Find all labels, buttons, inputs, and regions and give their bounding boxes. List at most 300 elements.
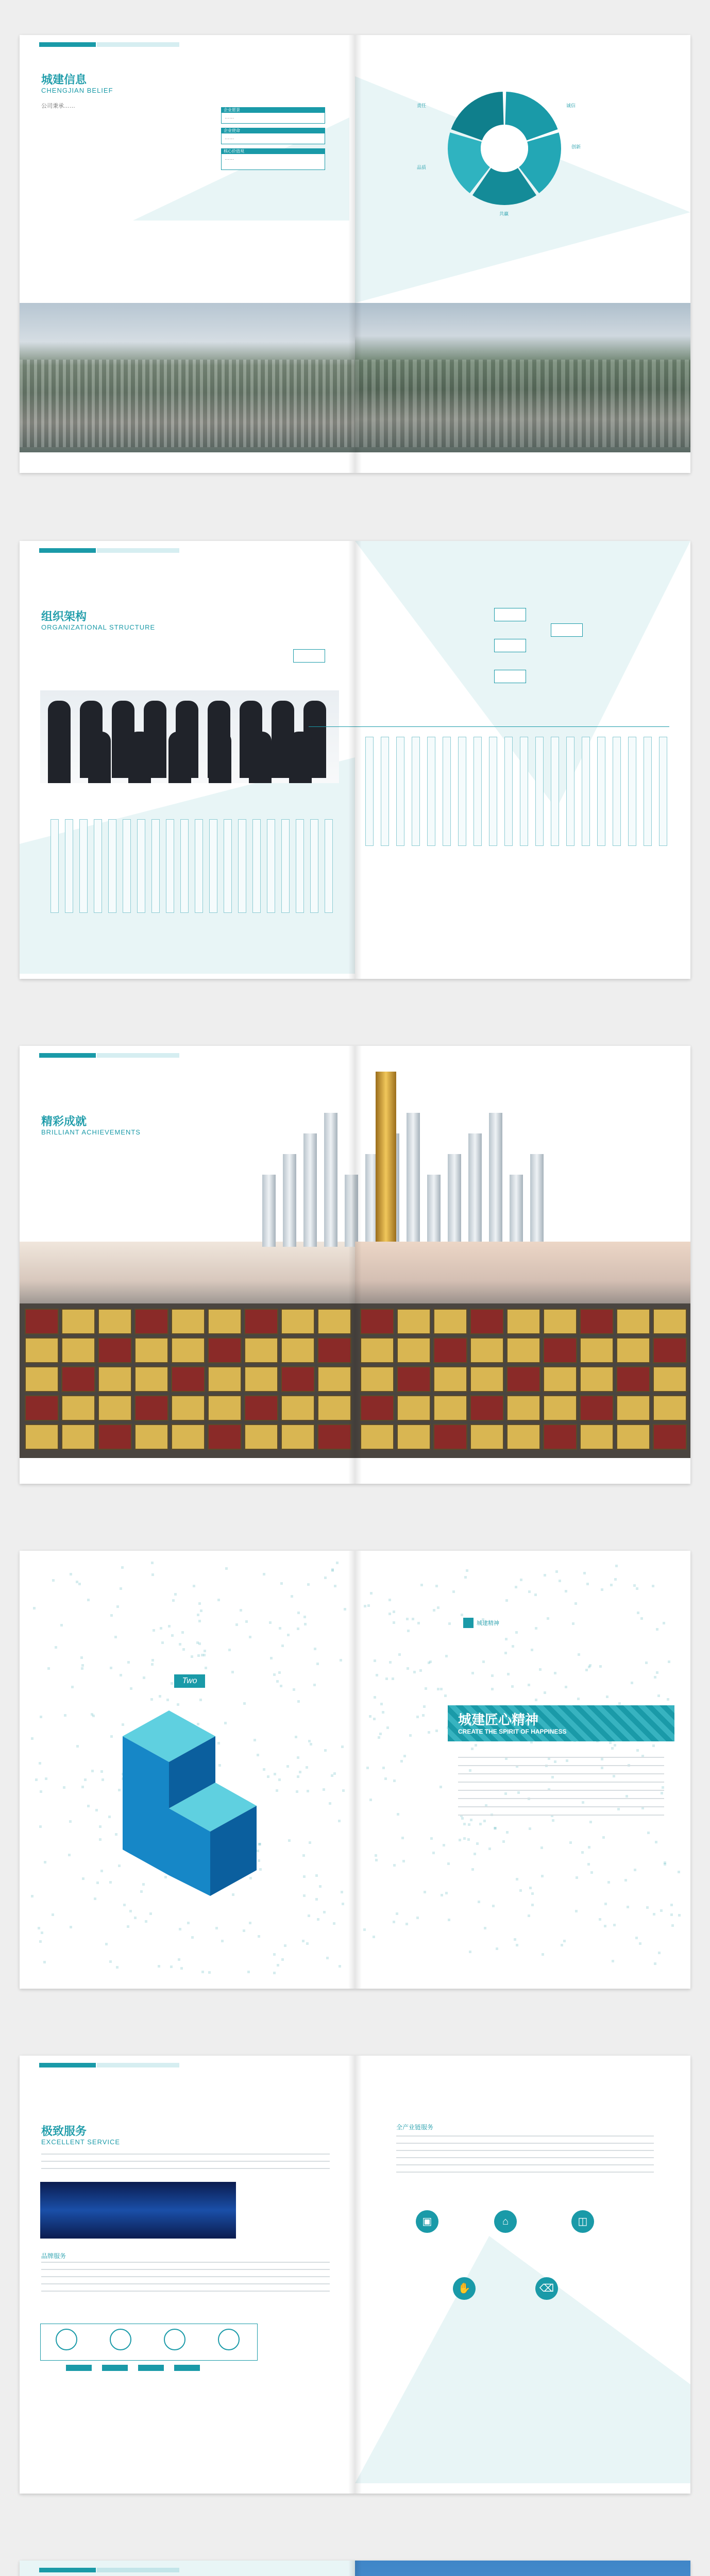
map-dot: [639, 1942, 641, 1945]
map-dot: [607, 1881, 610, 1884]
map-dot: [588, 1666, 590, 1668]
award-plaque: [317, 1337, 351, 1363]
award-plaque: [653, 1424, 687, 1450]
page-right: [355, 2561, 690, 2576]
award-plaque: [281, 1337, 315, 1363]
award-plaque: [208, 1424, 242, 1450]
map-dot: [240, 1609, 242, 1612]
org-department: [180, 819, 189, 913]
award-plaque: [61, 1424, 95, 1450]
award-plaque: [580, 1395, 614, 1421]
city-panorama-left: [20, 303, 355, 452]
map-dot: [634, 1869, 636, 1871]
map-dot: [82, 1877, 84, 1880]
map-dot: [385, 1677, 388, 1680]
map-dot: [297, 1756, 299, 1759]
map-dot: [466, 1569, 468, 1572]
map-dot: [528, 1684, 530, 1686]
map-dot: [645, 1662, 648, 1664]
org-department: [310, 819, 318, 913]
team-member: [209, 732, 231, 783]
map-dot: [515, 1631, 518, 1634]
step-icon: [218, 2329, 240, 2350]
map-dot: [506, 1831, 509, 1834]
map-dot: [468, 1823, 470, 1826]
map-dot: [366, 1767, 369, 1769]
map-dot: [247, 1971, 250, 1973]
award-plaque: [397, 1366, 431, 1392]
award-plaque: [580, 1366, 614, 1392]
award-plaque: [317, 1395, 351, 1421]
map-dot: [341, 1745, 344, 1748]
trophies-photo: [252, 1066, 561, 1252]
map-dot: [474, 1853, 476, 1855]
map-dot: [258, 1935, 260, 1938]
award-plaque: [171, 1395, 205, 1421]
map-dot: [81, 1667, 83, 1670]
map-dot: [610, 1584, 613, 1586]
award-plaque: [433, 1309, 467, 1334]
card-header: 企业使命: [222, 128, 325, 133]
org-department: [281, 819, 290, 913]
award-plaque: [317, 1309, 351, 1334]
map-dot: [624, 1879, 627, 1882]
page-right: [224, 35, 690, 473]
map-dot: [452, 1590, 455, 1593]
award-plaque: [506, 1395, 540, 1421]
award-plaque: [25, 1337, 59, 1363]
map-dot: [179, 1928, 181, 1930]
map-dot: [461, 1614, 463, 1616]
map-dot: [476, 1842, 479, 1845]
map-dot: [544, 1691, 546, 1694]
page-title-en: EXCELLENT SERVICE: [41, 2138, 121, 2146]
org-department: [252, 819, 261, 913]
org-node-mid: [494, 639, 526, 652]
map-dot: [507, 1673, 510, 1675]
award-plaque: [134, 1424, 168, 1450]
award-plaque: [397, 1337, 431, 1363]
map-dot: [464, 1576, 467, 1579]
map-dot: [606, 1696, 608, 1698]
map-dot: [76, 1581, 78, 1583]
map-dot: [578, 1653, 580, 1656]
award-plaque: [281, 1424, 315, 1450]
map-dot: [482, 1660, 485, 1663]
map-dot: [388, 1613, 391, 1615]
map-dot: [296, 1790, 298, 1793]
map-dot: [471, 1748, 474, 1750]
org-department: [296, 819, 304, 913]
map-dot: [589, 1821, 592, 1823]
map-dot: [370, 1592, 373, 1595]
map-dot: [615, 1565, 618, 1567]
map-dot: [205, 1667, 207, 1669]
badge-two: Two: [174, 1674, 205, 1688]
map-dot: [336, 1562, 339, 1564]
award-plaque: [580, 1337, 614, 1363]
map-dot: [479, 1823, 482, 1825]
map-dot: [198, 1620, 201, 1622]
map-dot: [552, 1819, 554, 1822]
map-dot: [64, 1714, 66, 1717]
org-department: [443, 737, 451, 846]
map-dot: [376, 1674, 378, 1676]
map-dot: [297, 1628, 299, 1630]
service-text: [41, 2154, 330, 2174]
award-plaque: [360, 1395, 394, 1421]
map-dot: [116, 1605, 119, 1608]
trophy: [303, 1133, 317, 1247]
map-dot: [245, 1620, 248, 1623]
map-dot: [393, 1864, 396, 1867]
gold-trophy: [376, 1072, 396, 1247]
map-dot: [287, 1634, 290, 1636]
award-plaque: [653, 1337, 687, 1363]
map-dot: [601, 1588, 603, 1591]
map-dot: [249, 1636, 251, 1638]
map-dot: [535, 1699, 537, 1701]
map-dot: [288, 1839, 291, 1842]
map-dot: [445, 1655, 448, 1657]
map-dot: [110, 1667, 112, 1669]
org-node-left: [293, 649, 325, 663]
map-dot: [531, 1904, 534, 1906]
map-dot: [448, 1919, 450, 1921]
map-dot: [400, 1760, 403, 1762]
map-dot: [273, 1673, 276, 1676]
map-dot: [149, 1912, 152, 1915]
map-dot: [529, 1887, 532, 1889]
award-plaque: [98, 1309, 132, 1334]
award-plaque: [171, 1337, 205, 1363]
map-dot: [423, 1705, 426, 1708]
map-dot: [488, 1848, 491, 1850]
org-department: [238, 819, 246, 913]
map-dot: [52, 1579, 55, 1582]
trophy: [427, 1175, 441, 1247]
spread-service: [20, 2056, 690, 2494]
map-dot: [667, 1698, 669, 1701]
map-dot: [375, 1854, 377, 1857]
org-department: [396, 737, 404, 846]
map-dot: [575, 1910, 578, 1912]
map-dot: [389, 1661, 392, 1664]
map-dot: [534, 1594, 537, 1596]
map-dot: [609, 1741, 612, 1744]
map-dot: [406, 1618, 409, 1620]
map-dot: [191, 1936, 194, 1939]
award-plaque: [98, 1366, 132, 1392]
map-dot: [120, 1587, 122, 1590]
header-tab: [39, 42, 96, 47]
map-dot: [84, 1778, 87, 1781]
map-dot: [602, 1836, 605, 1839]
map-dot: [324, 1577, 327, 1579]
map-dot: [612, 1960, 614, 1962]
team-member: [88, 732, 111, 783]
map-dot: [572, 1622, 574, 1625]
org-department: [325, 819, 333, 913]
map-dot: [55, 1646, 57, 1649]
map-dot: [396, 1912, 398, 1915]
map-dot: [43, 1961, 46, 1963]
award-plaque: [543, 1337, 577, 1363]
map-dot: [308, 1914, 310, 1917]
map-dot: [38, 1927, 40, 1929]
map-dot: [654, 1676, 656, 1679]
map-dot: [559, 1580, 561, 1582]
award-plaque: [506, 1366, 540, 1392]
card-text: ……: [225, 135, 234, 140]
sub-heading: 品牌服务: [41, 2252, 66, 2260]
map-dot: [378, 1736, 380, 1739]
map-dot: [179, 1643, 181, 1646]
map-dot: [323, 1911, 326, 1913]
map-dot: [402, 1860, 405, 1862]
map-dot: [39, 1940, 42, 1943]
page-title-en: ORGANIZATIONAL STRUCTURE: [41, 623, 156, 631]
map-dot: [652, 1744, 655, 1747]
map-dot: [197, 1614, 199, 1616]
org-department: [79, 819, 88, 913]
header-tab: [39, 1053, 96, 1058]
org-department: [65, 819, 73, 913]
map-dot: [576, 1876, 578, 1879]
award-plaque: [171, 1366, 205, 1392]
map-dot: [297, 1612, 300, 1614]
map-dot: [273, 1972, 276, 1974]
award-plaque: [506, 1424, 540, 1450]
map-dot: [393, 1780, 396, 1782]
map-dot: [678, 1914, 681, 1917]
map-dot: [663, 1622, 665, 1624]
header-tab-light: [97, 2063, 179, 2067]
belief-card-1: [221, 107, 325, 124]
map-dot: [555, 1570, 558, 1573]
step-tag: [66, 2365, 92, 2371]
award-plaque: [98, 1424, 132, 1450]
map-dot: [33, 1607, 36, 1609]
house-icon: ⌂: [494, 2210, 517, 2233]
award-plaque: [543, 1395, 577, 1421]
map-dot: [299, 1771, 301, 1773]
map-dot: [31, 1895, 33, 1897]
org-department: [137, 819, 145, 913]
org-department: [566, 737, 574, 846]
map-dot: [437, 1688, 439, 1690]
map-dot: [647, 1832, 650, 1834]
org-connector: [309, 726, 669, 727]
map-dot: [443, 1844, 445, 1846]
card-header: 企业愿景: [222, 108, 325, 113]
map-dot: [652, 1585, 654, 1587]
map-dot: [459, 1839, 461, 1841]
map-dot: [478, 1901, 480, 1903]
map-dot: [35, 1778, 38, 1781]
header-tab: [39, 2063, 96, 2067]
wheel-label-2: 共赢: [499, 211, 509, 216]
map-dot: [60, 1624, 63, 1626]
header-tab: [39, 548, 96, 553]
map-dot: [171, 1634, 174, 1637]
map-dot: [541, 1875, 544, 1877]
map-dot: [143, 1676, 145, 1679]
map-dot: [505, 1638, 508, 1640]
map-dot: [31, 1737, 33, 1740]
map-dot: [324, 1749, 327, 1752]
map-dot: [342, 1789, 345, 1792]
map-dot: [134, 1917, 137, 1919]
org-department: [365, 737, 374, 846]
award-plaque: [360, 1366, 394, 1392]
map-dot: [81, 1664, 84, 1667]
map-dot: [514, 1938, 516, 1941]
map-dot: [433, 1609, 435, 1612]
award-plaque: [25, 1395, 59, 1421]
org-department: [267, 819, 275, 913]
map-dot: [172, 1599, 175, 1602]
map-dot: [393, 1621, 395, 1624]
award-plaque: [134, 1309, 168, 1334]
map-dot: [145, 1920, 147, 1923]
map-dot: [309, 1841, 311, 1844]
map-dot: [547, 1617, 549, 1620]
page-title: 极致服务: [41, 2125, 87, 2138]
map-dot: [369, 1715, 371, 1718]
org-department: [151, 819, 160, 913]
card-text: ……: [225, 156, 234, 161]
map-dot: [105, 1943, 108, 1945]
award-plaque: [580, 1309, 614, 1334]
header-logo: [463, 1618, 474, 1628]
map-dot: [445, 1892, 448, 1894]
map-dot: [388, 1599, 391, 1601]
map-dot: [375, 1859, 378, 1861]
map-dot: [604, 1903, 607, 1905]
award-plaque: [653, 1395, 687, 1421]
service-hall-photo: [40, 2182, 236, 2239]
org-department: [551, 737, 559, 846]
map-dot: [114, 1636, 117, 1638]
city-panorama-right: [355, 303, 690, 452]
award-plaque: [470, 1424, 504, 1450]
map-dot: [120, 1674, 122, 1676]
map-dot: [636, 1587, 638, 1590]
map-dot: [413, 1671, 416, 1673]
page-right: [355, 2056, 690, 2494]
org-department: [644, 737, 652, 846]
org-department: [123, 819, 131, 913]
team-member: [168, 732, 191, 783]
map-dot: [178, 1958, 180, 1961]
award-plaque: [433, 1337, 467, 1363]
map-dot: [121, 1566, 124, 1569]
map-dot: [297, 1775, 299, 1778]
map-dot: [315, 1874, 318, 1877]
award-plaque: [506, 1337, 540, 1363]
map-dot: [420, 1584, 423, 1586]
trophy: [283, 1154, 296, 1247]
map-dot: [364, 1605, 366, 1607]
map-dot: [182, 1648, 185, 1651]
map-dot: [306, 1766, 308, 1769]
award-plaque: [61, 1366, 95, 1392]
map-dot: [531, 1892, 534, 1895]
page-right: [355, 541, 690, 979]
map-dot: [363, 1928, 366, 1931]
map-dot: [491, 1674, 494, 1677]
map-dot: [447, 1862, 450, 1865]
map-dot: [231, 1671, 234, 1673]
award-plaque: [281, 1395, 315, 1421]
map-dot: [263, 1573, 265, 1575]
map-dot: [369, 1799, 372, 1801]
map-dot: [308, 1740, 311, 1742]
step-tag: [102, 2365, 128, 2371]
page-left: [20, 1551, 355, 1989]
map-dot: [401, 1837, 404, 1839]
values-wheel: [443, 87, 566, 210]
award-plaque: [433, 1366, 467, 1392]
intro-text: 公司秉承……: [41, 103, 75, 109]
map-dot: [417, 1622, 420, 1624]
wheel-label-1: 创新: [571, 144, 581, 149]
trophy: [489, 1113, 502, 1247]
map-dot: [187, 1922, 190, 1924]
map-dot: [519, 1889, 522, 1892]
map-dot: [604, 1925, 606, 1927]
award-plaques-right: [355, 1303, 690, 1458]
map-dot: [197, 1654, 200, 1657]
map-dot: [554, 1672, 556, 1674]
map-dot: [297, 1700, 300, 1703]
map-dot: [373, 1936, 375, 1938]
map-dot: [515, 1586, 517, 1588]
map-dot: [635, 1937, 638, 1939]
map-dot: [471, 1672, 474, 1674]
page-left: [20, 35, 355, 473]
map-dot: [633, 1584, 636, 1587]
map-dot: [520, 1579, 522, 1581]
map-dot: [511, 1685, 514, 1688]
map-dot: [432, 1852, 435, 1854]
map-dot: [303, 1616, 306, 1618]
map-dot: [249, 1922, 251, 1924]
map-dot: [270, 1657, 273, 1659]
team-member: [128, 732, 151, 783]
map-dot: [565, 1590, 567, 1592]
map-dot: [217, 1599, 220, 1601]
map-dot: [627, 1906, 629, 1908]
step-tag: [174, 2365, 200, 2371]
award-plaque: [244, 1395, 278, 1421]
map-dot: [303, 1894, 306, 1897]
map-dot: [392, 1677, 394, 1680]
map-dot: [284, 1944, 286, 1947]
map-dot: [269, 1621, 272, 1624]
award-plaque: [61, 1309, 95, 1334]
award-plaque: [244, 1424, 278, 1450]
map-dot: [281, 1958, 284, 1961]
map-dot: [70, 1573, 72, 1575]
org-department: [166, 819, 174, 913]
spirit-banner: [448, 1705, 674, 1741]
map-dot: [428, 1731, 430, 1734]
team-member: [48, 732, 71, 783]
org-department: [582, 737, 590, 846]
map-dot: [47, 1667, 50, 1670]
